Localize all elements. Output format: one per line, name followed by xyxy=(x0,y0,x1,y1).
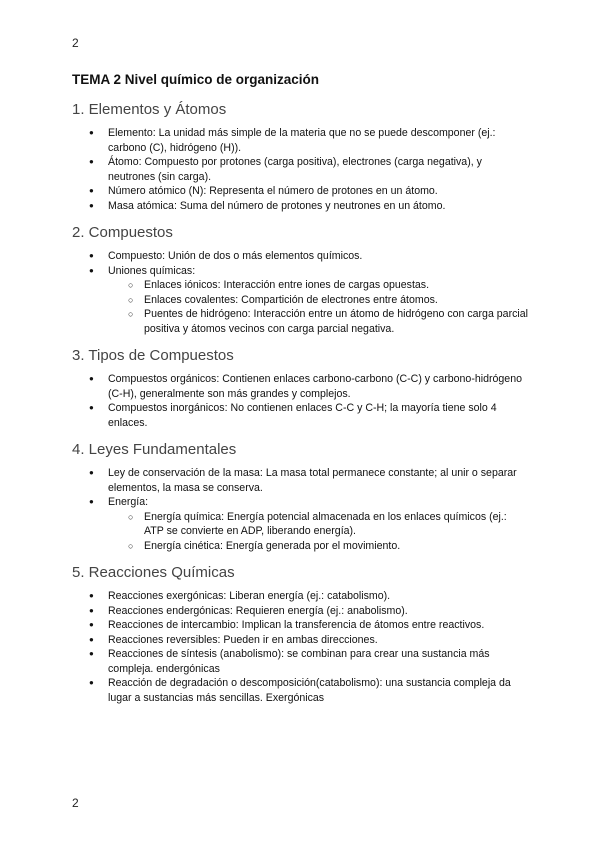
section-heading: 3. Tipos de Compuestos xyxy=(72,347,234,364)
list-item-text: Reacción de degradación o descomposición(catabolismo): una sustancia compleja da lugar a sustancias más sencillas. Exergónicas xyxy=(108,677,511,704)
section-5 xyxy=(72,563,528,705)
list-item-text: Compuestos orgánicos: Contienen enlaces carbono-carbono (C-C) y carbono-hidrógeno (C-H), generalmente son más grandes y complejos. xyxy=(108,373,522,400)
section-heading: 1. Elementos y Átomos xyxy=(72,101,227,118)
list-item-text: Reacciones endergónicas: Requieren energía (ej.: anabolismo). xyxy=(108,604,408,617)
list-item-text: Reacciones exergónicas: Liberan energía (ej.: catabolismo). xyxy=(108,590,391,602)
sub-bullet-list xyxy=(108,278,528,336)
list-item xyxy=(72,184,528,199)
bullet-list xyxy=(72,589,528,705)
list-item-text: Elemento: La unidad más simple de la materia que no se puede descomponer (ej.: carbono (C), hidrógeno (H)). xyxy=(108,127,496,154)
sub-bullet-list xyxy=(108,510,528,554)
list-item-text: Uniones químicas: xyxy=(108,264,196,277)
list-item xyxy=(72,372,528,401)
section-4 xyxy=(72,440,528,553)
list-item xyxy=(72,466,528,495)
list-item xyxy=(72,401,528,430)
list-item xyxy=(72,495,528,553)
page-number-top: 2 xyxy=(72,36,79,50)
list-item-text: Átomo: Compuesto por protones (carga positiva), electrones (carga negativa), y neutrones (sin carga). xyxy=(108,156,482,183)
list-item xyxy=(72,647,528,676)
bullet-list xyxy=(72,249,528,336)
list-item xyxy=(72,249,528,264)
document-body xyxy=(72,72,528,715)
list-item xyxy=(72,604,528,619)
list-item xyxy=(72,676,528,705)
list-item-text: Ley de conservación de la masa: La masa total permanece constante; al unir o separar elementos, la masa se conserva. xyxy=(108,467,517,494)
section-heading: 5. Reacciones Químicas xyxy=(72,564,235,581)
list-item-text: Energía: xyxy=(108,496,149,508)
sub-list-item: ○ Enlaces covalentes: Compartición de electrones entre átomos. xyxy=(72,293,528,308)
list-item xyxy=(72,126,528,155)
sections-container xyxy=(72,100,528,705)
section-heading: 2. Compuestos xyxy=(72,224,173,241)
sub-list-item: ○ Energía química: Energía potencial almacenada en los enlaces químicos (ej.: ATP se convierte en ADP, liberando energía). xyxy=(72,510,528,539)
list-item-text: Número atómico (N): Representa el número de protones en un átomo. xyxy=(108,185,438,197)
list-item xyxy=(72,155,528,184)
sub-list-item: ○ Energía cinética: Energía generada por el movimiento. xyxy=(72,539,528,554)
list-item-text: Reacciones de síntesis (anabolismo): se combinan para crear una sustancia más compleja. endergónicas xyxy=(108,648,490,675)
list-item-text: Reacciones de intercambio: Implican la transferencia de átomos entre reactivos. xyxy=(108,619,485,631)
list-item xyxy=(72,633,528,648)
bullet-list xyxy=(72,126,528,213)
list-item xyxy=(72,264,528,337)
list-item-text: Compuestos inorgánicos: No contienen enlaces C-C y C-H; la mayoría tiene solo 4 enlaces. xyxy=(108,402,497,429)
list-item-text: Reacciones reversibles: Pueden ir en ambas direcciones. xyxy=(108,633,378,646)
list-item-text: Compuesto: Unión de dos o más elementos químicos. xyxy=(108,250,363,262)
page-number-bottom: 2 xyxy=(72,796,79,810)
document-title: TEMA 2 Nivel químico de organización xyxy=(72,72,320,87)
list-item xyxy=(72,199,528,214)
list-item xyxy=(72,589,528,604)
sub-list-item: ○ Enlaces iónicos: Interacción entre iones de cargas opuestas. xyxy=(72,278,528,293)
section-heading: 4. Leyes Fundamentales xyxy=(72,441,237,458)
list-item xyxy=(72,618,528,633)
bullet-list xyxy=(72,466,528,553)
section-2 xyxy=(72,223,528,336)
sub-list-item: ○ Puentes de hidrógeno: Interacción entre un átomo de hidrógeno con carga parcial positiva y átomos vecinos con carga parcial negativa. xyxy=(72,307,528,336)
list-item-text: Masa atómica: Suma del número de protones y neutrones en un átomo. xyxy=(108,199,446,212)
section-1 xyxy=(72,100,528,213)
section-3 xyxy=(72,346,528,430)
bullet-list xyxy=(72,372,528,430)
